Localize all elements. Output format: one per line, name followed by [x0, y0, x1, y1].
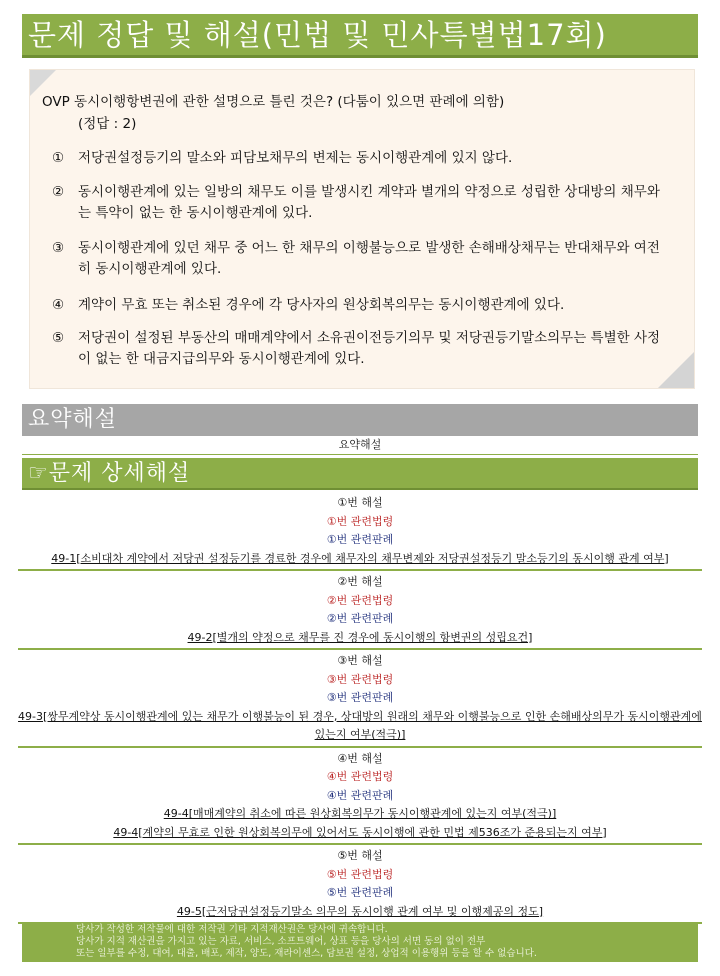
- option-number: ⑤: [52, 330, 65, 346]
- option-text: 동시이행관계에 있던 채무 중 어느 한 채무의 이행불능으로 발생한 손해배상채무는 반대채무와 여전히 동시이행관계에 있다.: [78, 240, 660, 277]
- option-number: ②: [52, 184, 65, 200]
- explanation-label: ②번 해설: [337, 575, 383, 588]
- option-text: 저당권이 설정된 부동산의 매매계약에서 소유권이전등기의무 및 저당권등기말소의무는 특별한 사정이 없는 한 대금지급의무와 동시이행관계에 있다.: [78, 330, 661, 367]
- case-reference-link[interactable]: 49-5[근저당권설정등기말소 의무의 동시이행 관계 여부 및 이행제공의 정도]: [176, 904, 544, 918]
- related-law-link[interactable]: ②번 관련법령: [326, 593, 394, 607]
- option-text: 저당권설정등기의 말소와 피담보채무의 변제는 동시이행관계에 있지 않다.: [78, 150, 513, 166]
- related-case-link[interactable]: ①번 관련판례: [326, 533, 394, 546]
- explanation-block-3: [18, 650, 702, 748]
- related-law-link[interactable]: ④번 관련법령: [326, 770, 394, 783]
- page-title: 문제 정답 및 해설(민법 및 민사특별법17회): [22, 14, 698, 58]
- question-card: [30, 70, 694, 388]
- case-reference-link[interactable]: 49-4[매매계약의 취소에 따른 원상회복의무가 동시이행관계에 있는지 여부(적극)]: [163, 807, 557, 820]
- copyright-footer: [22, 922, 698, 962]
- summary-header: 요약해설: [22, 404, 698, 436]
- footer-line: 당사가 지적 재산권을 가지고 있는 자료, 서비스, 소프트웨어, 상표 등을 당사의 서면 동의 없이 전부: [76, 936, 486, 947]
- option-text: 동시이행관계에 있는 일방의 채무도 이를 발생시킨 계약과 별개의 약정으로 성립한 상대방의 채무와는 특약이 없는 한 동시이행관계에 있다.: [78, 184, 660, 221]
- option-number: ④: [52, 297, 65, 313]
- related-law-link[interactable]: ①번 관련법령: [326, 514, 394, 528]
- detail-explanations: [18, 492, 702, 924]
- footer-line: 또는 일부를 수정, 대여, 대출, 배포, 제작, 양도, 재라이센스, 담보권 설정, 상업적 이용행위 등을 할 수 없습니다.: [76, 948, 537, 959]
- case-reference-link[interactable]: 49-3[쌍무계약상 동시이행관계에 있는 채무가 이행불능이 된 경우, 상대방의 원래의 채무와 이행불능으로 인한 손해배상의무가 동시이행관계에 있는지 여부(적극)]: [18, 709, 702, 741]
- option-text: 계약이 무효 또는 취소된 경우에 각 당사자의 원상회복의무는 동시이행관계에 있다.: [78, 297, 565, 313]
- case-reference-link[interactable]: 49-4[계약의 무효로 인한 원상회복의무에 있어서도 동시이행에 관한 민법 제536조가 준용되는지 여부]: [113, 825, 607, 839]
- case-reference-link[interactable]: 49-1[소비대차 계약에서 저당권 설정등기를 경료한 경우에 채무자의 채무변제와 저당권설정등기 말소등기의 동시이행 관계 여부]: [51, 551, 669, 565]
- option-number: ①: [52, 150, 65, 166]
- related-law-link[interactable]: ⑤번 관련법령: [326, 867, 394, 881]
- explanation-block-2: [18, 571, 702, 650]
- summary-text: 요약해설: [338, 438, 382, 451]
- related-case-link[interactable]: ②번 관련판례: [326, 612, 394, 625]
- explanation-label: ⑤번 해설: [337, 849, 383, 862]
- question-text: OVP 동시이행항변권에 관한 설명으로 틀린 것은? (다툼이 있으면 판례에 의함): [42, 94, 505, 110]
- explanation-label: ①번 해설: [337, 496, 383, 509]
- answer-text: (정답 : 2): [78, 116, 137, 132]
- explanation-block-1: [18, 492, 702, 571]
- summary-divider: [22, 454, 698, 455]
- explanation-block-4: [18, 748, 702, 846]
- detail-header: ☞문제 상세해설: [22, 458, 698, 490]
- case-reference-link[interactable]: 49-2[별개의 약정으로 채무를 진 경우에 동시이행의 항변권의 성립요건]: [187, 630, 533, 644]
- related-case-link[interactable]: ④번 관련판례: [326, 788, 394, 802]
- related-case-link[interactable]: ③번 관련판례: [326, 691, 394, 704]
- footer-line: 당사가 작성한 저작물에 대한 저작권 기타 지적재산권은 당사에 귀속합니다.: [76, 924, 388, 935]
- explanation-block-5: [18, 845, 702, 924]
- explanation-label: ③번 해설: [337, 654, 383, 667]
- related-case-link[interactable]: ⑤번 관련판례: [326, 886, 394, 899]
- related-law-link[interactable]: ③번 관련법령: [326, 672, 394, 686]
- option-number: ③: [52, 240, 65, 256]
- explanation-label: ④번 해설: [337, 751, 383, 765]
